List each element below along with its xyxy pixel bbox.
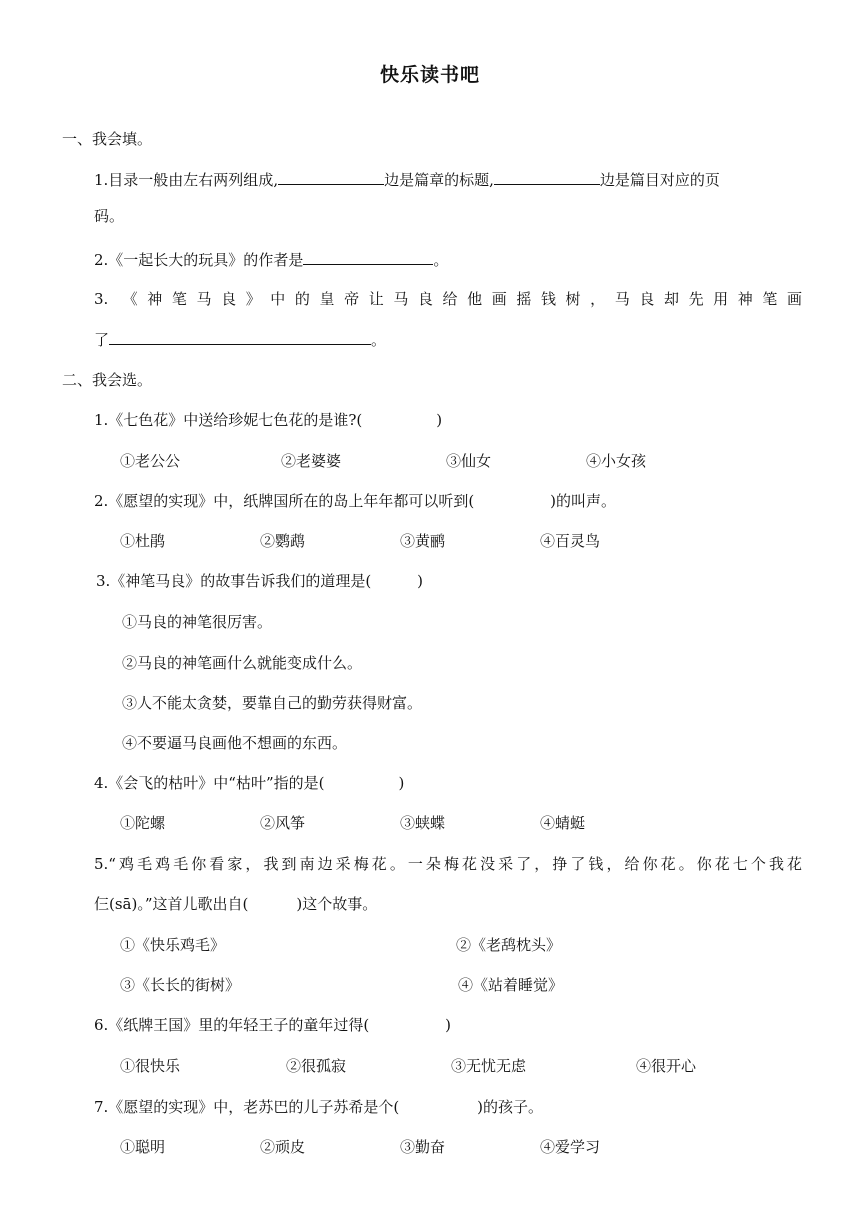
question-text: 1.目录一般由左右两列组成,	[94, 171, 279, 189]
answer-blank[interactable]	[303, 248, 433, 265]
option-2[interactable]: ②风筝	[260, 814, 306, 832]
question-text: 7.《愿望的实现》中，老苏巴的儿子苏希是个(	[94, 1098, 400, 1116]
question-text: 6.《纸牌王国》里的年轻王子的童年过得(	[94, 1016, 370, 1034]
option-4[interactable]: ④爱学习	[540, 1138, 601, 1156]
option-4[interactable]: ④蜻蜓	[540, 814, 586, 832]
page-title: 快乐读书吧	[379, 64, 480, 86]
question-text: 2.《愿望的实现》中，纸牌国所在的岛上年年都可以听到(	[94, 492, 475, 510]
option-3[interactable]: ③黄鹂	[400, 532, 446, 550]
question-text: )的叫声。	[550, 492, 617, 510]
option-2[interactable]: ②《老鸹枕头》	[456, 936, 562, 954]
option-2[interactable]: ②马良的神笔画什么就能变成什么。	[122, 654, 363, 672]
question-text: 边是篇目对应的页	[599, 171, 720, 189]
option-4[interactable]: ④小女孩	[586, 452, 647, 470]
fill-question-1-continued: 码。	[94, 207, 125, 225]
question-text: )的孩子。	[477, 1098, 544, 1116]
option-4[interactable]: ④很开心	[636, 1057, 697, 1075]
question-text: 了	[94, 331, 110, 349]
question-text: 仨(sā)。”这首儿歌出自(	[94, 895, 249, 913]
option-1[interactable]: ①老公公	[120, 452, 181, 470]
option-1[interactable]: ①很快乐	[120, 1057, 181, 1075]
option-1[interactable]: ①聪明	[120, 1138, 166, 1156]
option-3[interactable]: ③无忧无虑	[451, 1057, 527, 1075]
choice-question-3	[96, 570, 423, 592]
question-text: 边是篇章的标题,	[384, 171, 494, 189]
choice-question-6	[94, 1014, 451, 1036]
option-2[interactable]: ②很孤寂	[286, 1057, 347, 1075]
choice-question-4	[94, 772, 404, 794]
choice-question-1	[94, 409, 442, 431]
option-2[interactable]: ②老婆婆	[281, 452, 342, 470]
section-heading-fill: 一、我会填。	[62, 130, 153, 148]
question-text: 。	[371, 331, 387, 349]
choice-question-7	[94, 1096, 543, 1118]
option-3[interactable]: ③蛱蝶	[400, 814, 446, 832]
choice-question-5-continued	[94, 893, 377, 915]
fill-question-3: 3. 《神笔马良》中的皇帝让马良给他画摇钱树，马良却先用神笔画	[94, 290, 802, 308]
fill-question-1	[94, 168, 720, 190]
section-heading-choose: 二、我会选。	[62, 371, 153, 389]
question-text: 。	[433, 251, 449, 269]
answer-blank[interactable]	[494, 168, 600, 185]
choice-question-5: 5.“鸡毛鸡毛你看家，我到南边采梅花。一朵梅花没采了，挣了钱，给你花。你花七个我花	[94, 855, 802, 873]
option-2[interactable]: ②顽皮	[260, 1138, 306, 1156]
option-3[interactable]: ③仙女	[446, 452, 492, 470]
question-text: )	[445, 1016, 452, 1034]
choice-question-2	[94, 490, 616, 512]
answer-blank[interactable]	[278, 168, 384, 185]
fill-question-2	[94, 248, 448, 270]
option-1[interactable]: ①马良的神笔很厉害。	[122, 613, 273, 631]
question-text: 2.《一起长大的玩具》的作者是	[94, 251, 304, 269]
option-4[interactable]: ④不要逼马良画他不想画的东西。	[122, 734, 348, 752]
fill-question-3-continued	[94, 328, 386, 350]
question-text: )	[398, 774, 405, 792]
option-3[interactable]: ③《长长的街树》	[120, 976, 241, 994]
question-text: )	[417, 572, 424, 590]
answer-blank[interactable]	[109, 328, 371, 345]
question-text: )	[436, 411, 443, 429]
question-text: 4.《会飞的枯叶》中“枯叶”指的是(	[94, 774, 325, 792]
option-1[interactable]: ①杜鹃	[120, 532, 166, 550]
option-2[interactable]: ②鹦鹉	[260, 532, 306, 550]
question-text: )这个故事。	[296, 895, 378, 913]
question-text: 1.《七色花》中送给珍妮七色花的是谁?(	[94, 411, 363, 429]
option-4[interactable]: ④《站着睡觉》	[458, 976, 564, 994]
option-1[interactable]: ①《快乐鸡毛》	[120, 936, 226, 954]
option-3[interactable]: ③人不能太贪婪，要靠自己的勤劳获得财富。	[122, 694, 423, 712]
option-3[interactable]: ③勤奋	[400, 1138, 446, 1156]
question-text: 3.《神笔马良》的故事告诉我们的道理是(	[96, 572, 372, 590]
option-1[interactable]: ①陀螺	[120, 814, 166, 832]
option-4[interactable]: ④百灵鸟	[540, 532, 601, 550]
